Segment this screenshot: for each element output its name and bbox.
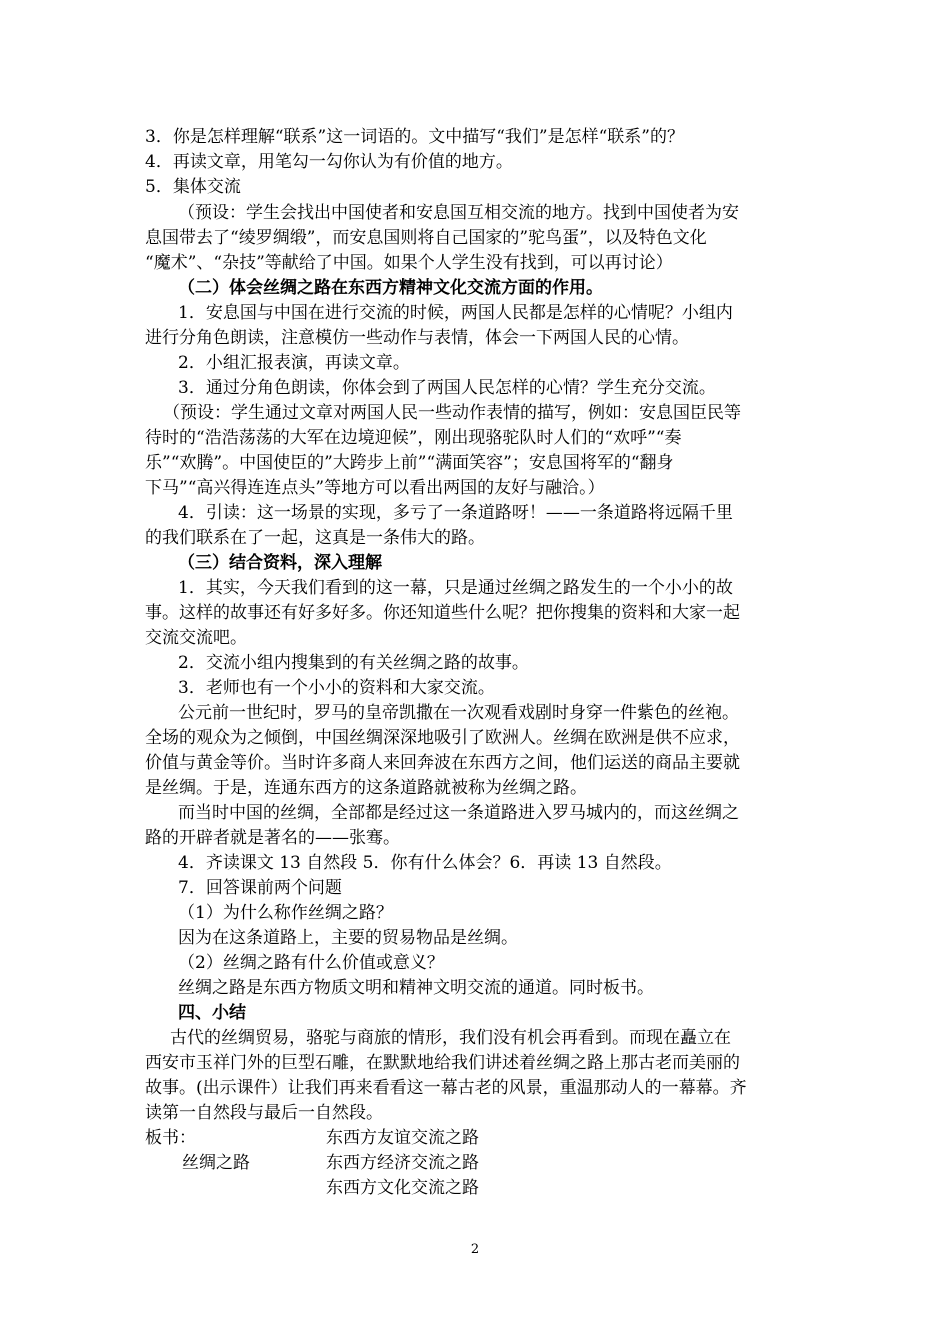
text-line: 丝绸之路是东西方物质文明和精神文明交流的通道。同时板书。 — [178, 978, 654, 998]
text-line: 路的开辟者就是著名的——张骞。 — [145, 828, 400, 848]
text-line: 乐”“欢腾”。中国使臣的”大跨步上前”“满面笑容”；安息国将军的“翻身 — [145, 453, 674, 473]
text-line: 待时的“浩浩荡荡的大军在边境迎候”，刚出现骆驼队时人们的“欢呼”“奏 — [145, 428, 682, 448]
text-line: 进行分角色朗读，注意模仿一些动作与表情，体会一下两国人民的心情。 — [145, 328, 689, 348]
text-line: 读第一自然段与最后一自然段。 — [145, 1103, 383, 1123]
text-line: 而当时中国的丝绸，全部都是经过这一条道路进入罗马城内的，而这丝绸之 — [178, 803, 739, 823]
board-item: 东西方经济交流之路 — [326, 1153, 479, 1173]
section-heading: （三）结合资料，深入理解 — [178, 553, 382, 573]
board-topic: 丝绸之路 — [182, 1153, 250, 1173]
text-line: 7．回答课前两个问题 — [178, 878, 342, 898]
text-line: 全场的观众为之倾倒，中国丝绸深深地吸引了欧洲人。丝绸在欧洲是供不应求， — [145, 728, 740, 748]
text-line: 息国带去了“绫罗绸缎”，而安息国则将自己国家的”驼鸟蛋”，以及特色文化 — [145, 228, 707, 248]
text-line: 价值与黄金等价。当时许多商人来回奔波在东西方之间，他们运送的商品主要就 — [145, 753, 740, 773]
text-line: 公元前一世纪时，罗马的皇帝凯撒在一次观看戏剧时身穿一件紫色的丝袍。 — [178, 703, 739, 723]
text-line: 1．安息国与中国在进行交流的时候，两国人民都是怎样的心情呢？小组内 — [178, 303, 733, 323]
text-line: 下马”“高兴得连连点头”等地方可以看出两国的友好与融洽。） — [145, 478, 605, 498]
text-line: 2．交流小组内搜集到的有关丝绸之路的故事。 — [178, 653, 529, 673]
text-line: （2）丝绸之路有什么价值或意义？ — [178, 953, 444, 973]
text-line: （预设：学生通过文章对两国人民一些动作表情的描写，例如：安息国臣民等 — [163, 403, 741, 423]
text-line: 3．老师也有一个小小的资料和大家交流。 — [178, 678, 495, 698]
section-heading: （二）体会丝绸之路在东西方精神文化交流方面的作用。 — [178, 278, 603, 298]
text-line: 西安市玉祥门外的巨型石雕，在默默地给我们讲述着丝绸之路上那古老而美丽的 — [145, 1053, 740, 1073]
text-line: 事。这样的故事还有好多好多。你还知道些什么呢？把你搜集的资料和大家一起 — [145, 603, 740, 623]
text-line: 3．通过分角色朗读，你体会到了两国人民怎样的心情？学生充分交流。 — [178, 378, 716, 398]
page-number: 2 — [470, 1242, 480, 1257]
section-heading: 四、小结 — [178, 1003, 246, 1023]
board-item: 东西方友谊交流之路 — [326, 1128, 479, 1148]
text-line: 4．齐读课文 13 自然段 5．你有什么体会？6．再读 13 自然段。 — [178, 853, 672, 873]
text-line: “魔术”、“杂技”等献给了中国。如果个人学生没有找到，可以再讨论） — [145, 253, 673, 273]
text-line: 故事。(出示课件）让我们再来看看这一幕古老的风景，重温那动人的一幕幕。齐 — [145, 1078, 747, 1098]
text-line: 因为在这条道路上，主要的贸易物品是丝绸。 — [178, 928, 518, 948]
text-line: 是丝绸。于是，连通东西方的这条道路就被称为丝绸之路。 — [145, 778, 587, 798]
text-line: 4．再读文章，用笔勾一勾你认为有价值的地方。 — [145, 152, 513, 172]
text-line: 2．小组汇报表演，再读文章。 — [178, 353, 410, 373]
board-label: 板书： — [145, 1128, 196, 1148]
text-line: 1．其实，今天我们看到的这一幕，只是通过丝绸之路发生的一个小小的故 — [178, 578, 733, 598]
text-line: 4．引读：这一场景的实现，多亏了一条道路呀！——一条道路将远隔千里 — [178, 503, 733, 523]
board-item: 东西方文化交流之路 — [326, 1178, 479, 1198]
text-line: 的我们联系在了一起，这真是一条伟大的路。 — [145, 528, 485, 548]
text-line: 5．集体交流 — [145, 177, 241, 197]
text-line: 古代的丝绸贸易，骆驼与商旅的情形，我们没有机会再看到。而现在矗立在 — [170, 1028, 731, 1048]
text-line: 交流交流吧。 — [145, 628, 247, 648]
text-line: （1）为什么称作丝绸之路？ — [178, 903, 393, 923]
text-line: 3．你是怎样理解“联系”这一词语的。文中描写“我们”是怎样“联系”的？ — [145, 127, 684, 147]
text-line: （预设：学生会找出中国使者和安息国互相交流的地方。找到中国使者为安 — [178, 203, 739, 223]
